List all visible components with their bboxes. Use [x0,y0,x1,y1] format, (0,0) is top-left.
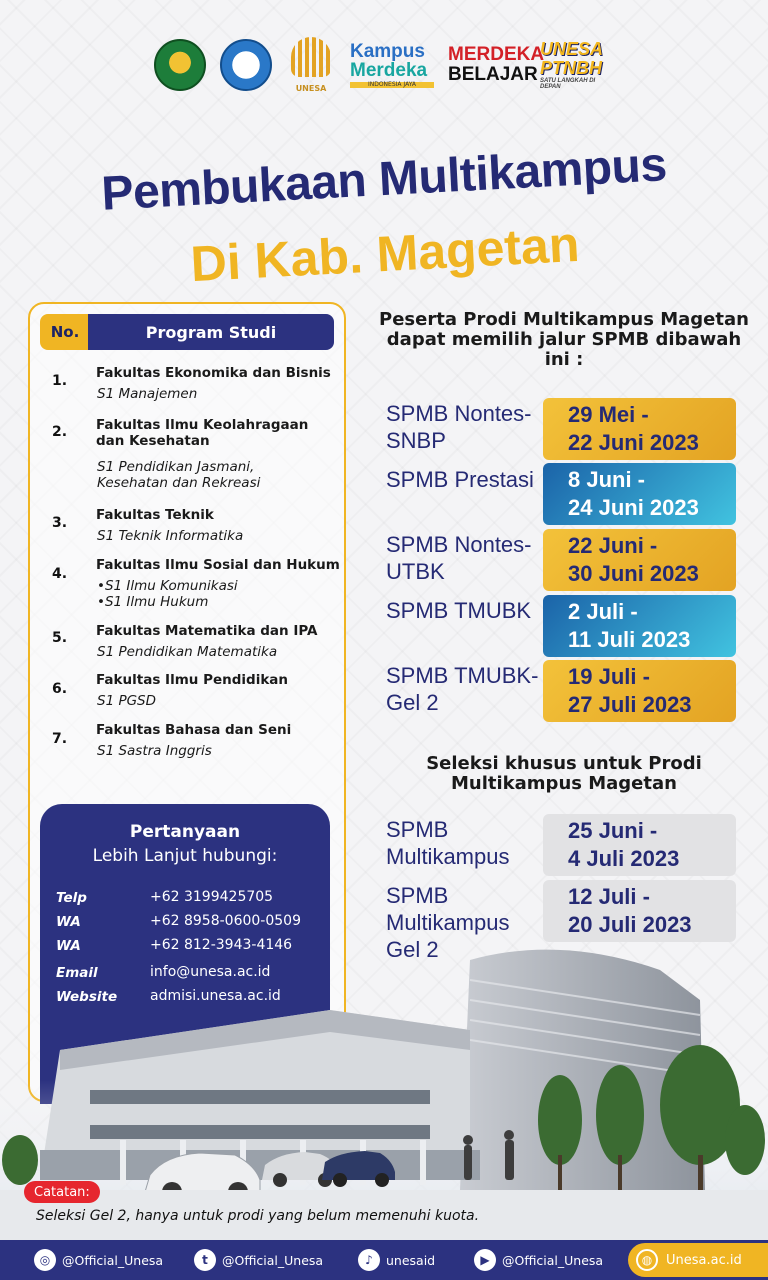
footer-youtube[interactable] [474,1247,603,1273]
unesa-fan-icon [291,37,331,77]
contact-label: WA [56,938,81,954]
unesa-ptnbh-logo [540,38,614,92]
merdeka-belajar-line2: BELAJAR [448,64,538,85]
program-faculty: Fakultas Bahasa dan Seni [96,722,292,738]
instagram-icon: ◎ [34,1249,56,1271]
spmb-date-start: 25 Juni - [568,818,658,843]
unesa-logo-label: UNESA [295,84,327,93]
spmb-date-end: 11 Juli 2023 [568,627,691,652]
spmb-date-end: 22 Juni 2023 [568,430,699,455]
spmb-path-label: SPMB TMUBK-Gel 2 [386,663,539,715]
spmb-date-end: 30 Juni 2023 [568,561,699,586]
contact-heading: Pertanyaan [129,822,241,842]
program-number: 7. [52,731,68,747]
instagram-handle: @Official_Unesa [62,1252,164,1268]
footer-website[interactable] [628,1243,768,1277]
program-study: S1 Manajemen [97,386,198,402]
program-study: S1 PGSD [97,693,157,709]
youtube-handle: @Official_Unesa [502,1252,604,1268]
contact-label: Website [56,989,118,1005]
spmb-date-badge [543,660,736,722]
globe-icon: ◍ [636,1249,658,1271]
twitter-handle: @Official_Unesa [222,1252,324,1268]
spmb-date-start: 29 Mei - [568,402,649,427]
table-header-program: Program Studi [88,314,334,350]
spmb-date-badge [543,529,736,591]
program-study: S1 Pendidikan Jasmani, Kesehatan dan Rekreasi [97,459,261,491]
program-study: S1 Pendidikan Matematika [97,644,278,660]
spmb-date-start: 8 Juni - [568,467,646,492]
spmb-path-label: SPMB TMUBK [386,598,532,623]
spmb-intro: Peserta Prodi Multikampus Magetan dapat memilih jalur SPMB dibawah ini : [379,309,749,370]
spmb-date-badge [543,463,736,525]
program-study: S1 Sastra Inggris [97,743,212,759]
merdeka-belajar-logo [448,38,545,92]
program-faculty: Fakultas Teknik [96,507,214,523]
twitter-icon: t [194,1249,216,1271]
program-faculty: Fakultas Ekonomika dan Bisnis [96,365,331,381]
contact-whatsapp[interactable]: +62 812-3943-4146 [150,937,293,953]
spmb-date-start: 19 Juli - [568,664,650,689]
ptnbh-line3: SATU LANGKAH DI DEPAN [540,77,596,90]
tiktok-handle: unesaid [386,1252,436,1268]
program-faculty: Fakultas Ilmu Sosial dan Hukum [96,557,340,573]
program-study: •S1 Ilmu Komunikasi [97,578,238,594]
special-selection-intro: Seleksi khusus untuk Prodi Multikampus Magetan [426,753,702,794]
program-faculty: Fakultas Ilmu Keolahragaan dan Kesehatan [96,417,309,449]
program-faculty: Fakultas Matematika dan IPA [96,623,318,639]
youtube-icon: ▶ [474,1249,496,1271]
program-number: 4. [52,566,68,582]
program-number: 1. [52,373,68,389]
kampus-merdeka-line3: INDONESIA JAYA [350,82,434,88]
ptnbh-line2: PTNBH [540,57,602,78]
footer-twitter[interactable] [194,1247,323,1273]
tiktok-icon: ♪ [358,1249,380,1271]
footer-tiktok[interactable] [358,1247,435,1273]
program-number: 6. [52,681,68,697]
merdeka-belajar-line1: MERDEKA [448,44,545,66]
spmb-special-date-badge [543,880,736,942]
program-faculty: Fakultas Ilmu Pendidikan [96,672,289,688]
contact-phone[interactable]: +62 3199425705 [150,889,274,905]
spmb-date-end: 27 Juli 2023 [568,692,692,717]
spmb-path-label: SPMB Prestasi [386,467,534,492]
spmb-path-label: SPMB Nontes-UTBK [386,532,532,584]
spmb-date-end: 4 Juli 2023 [568,846,680,871]
spmb-date-start: 12 Juli - [568,884,650,909]
tut-wuri-handayani-logo [220,39,272,91]
jatim-logo [154,39,206,91]
kampus-merdeka-line1: Kampus [350,41,425,62]
program-number: 5. [52,630,68,646]
spmb-date-badge [543,398,736,460]
unesa-logo [286,37,336,93]
spmb-special-label: SPMB Multikampus [386,817,510,869]
contact-website[interactable]: admisi.unesa.ac.id [150,988,281,1004]
program-study: S1 Teknik Informatika [97,528,244,544]
spmb-special-date-badge [543,814,736,876]
spmb-special-label: SPMB Multikampus Gel 2 [386,883,510,962]
kampus-merdeka-line2: Merdeka [350,60,428,81]
contact-label: WA [56,914,81,930]
contact-label: Telp [56,890,87,906]
campus-building-illustration [0,940,768,1240]
program-number: 3. [52,515,68,531]
spmb-date-end: 24 Juni 2023 [568,495,699,520]
logo-row [0,34,768,96]
footer-instagram[interactable] [34,1247,163,1273]
table-header-no: No. [40,314,90,350]
contact-subheading: Lebih Lanjut hubungi: [92,846,278,866]
program-number: 2. [52,424,68,440]
note-badge: Catatan: [24,1181,100,1203]
contact-email[interactable]: info@unesa.ac.id [150,964,271,980]
spmb-date-start: 2 Juli - [568,599,638,624]
spmb-date-start: 22 Juni - [568,533,658,558]
program-study: •S1 Ilmu Hukum [97,594,209,610]
note-text: Seleksi Gel 2, hanya untuk prodi yang belum memenuhi kuota. [36,1208,480,1224]
page-title: Pembukaan Multikampus [100,138,668,221]
kampus-merdeka-logo [350,38,434,92]
spmb-date-badge [543,595,736,657]
website-url: Unesa.ac.id [666,1252,742,1268]
page-subtitle: Di Kab. Magetan [189,215,581,293]
spmb-date-end: 20 Juli 2023 [568,912,692,937]
contact-whatsapp[interactable]: +62 8958-0600-0509 [150,913,301,929]
ptnbh-line1: UNESA [540,38,604,59]
contact-label: Email [56,965,98,981]
spmb-path-label: SPMB Nontes-SNBP [386,401,532,453]
